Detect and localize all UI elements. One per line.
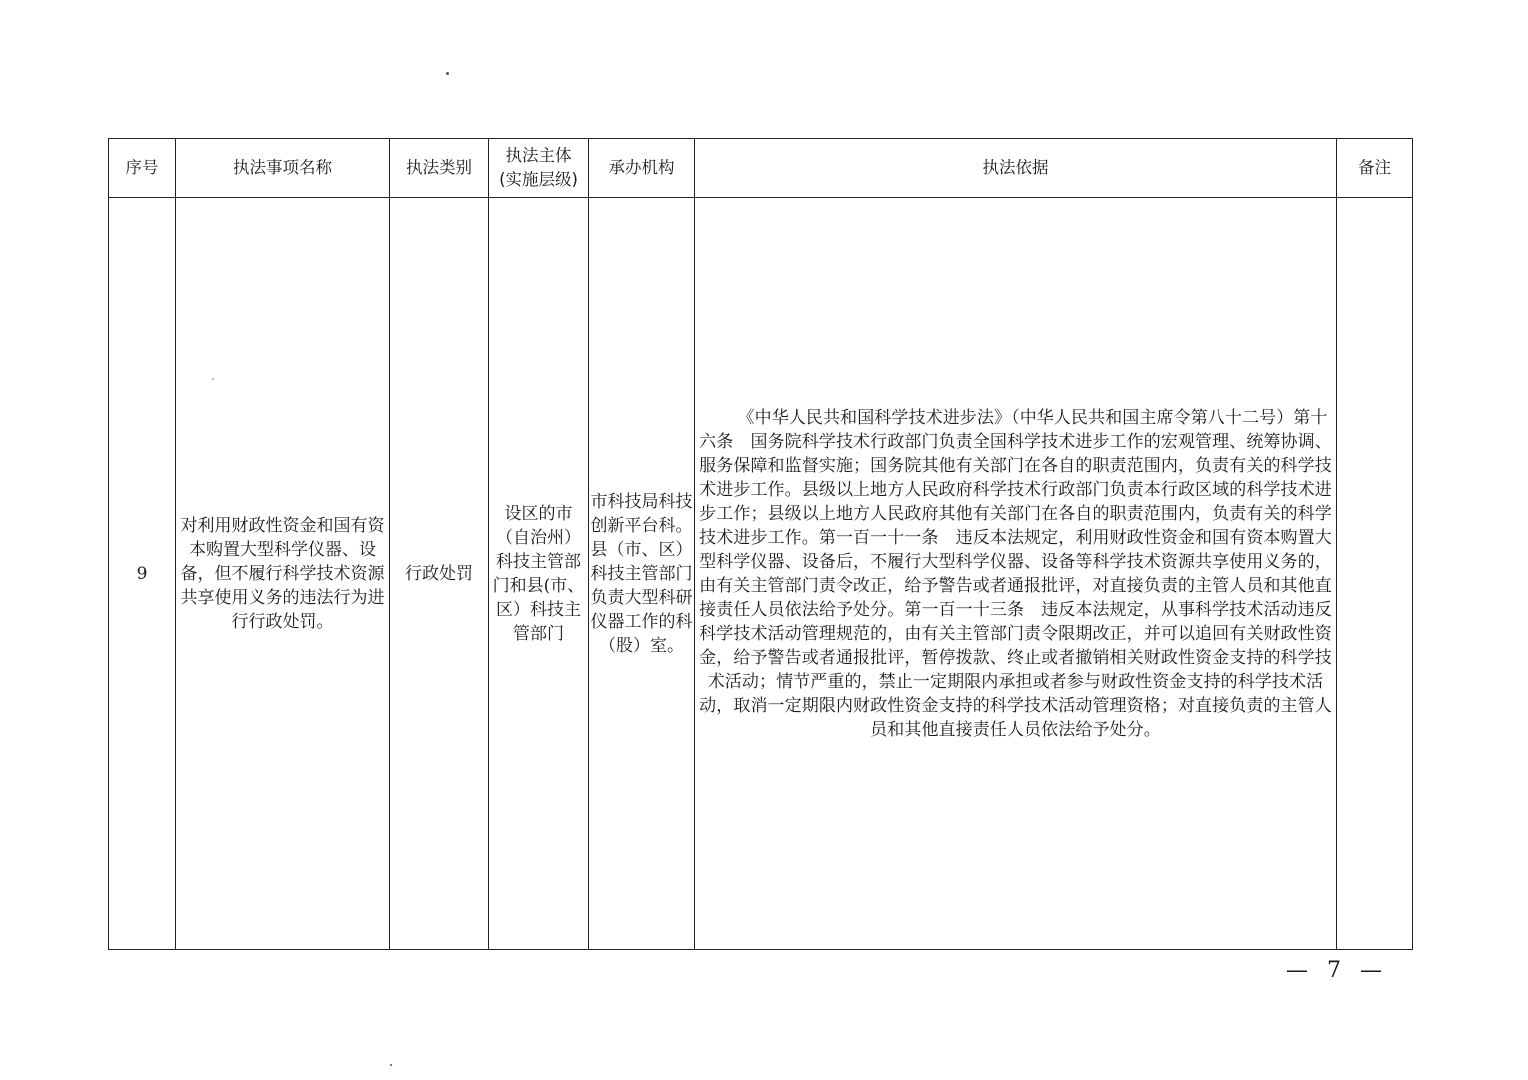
row-basis-text: 《中华人民共和国科学技术进步法》（中华人民共和国主席令第八十二号）第十六条 国务院科学技术行政部门负责全国科学技术进步工作的宏观管理、统筹协调、服务保障和监督实施；国务院其他有关部门在各自的职责范围内，负责有关的科学技术进步工作。县级以上地方人民政府科学技术行政部门负责本行政区域的科学技术进步工作；县级以上地方人民政府其他有关部门在各自的职责范围内，负责有关的科学技术进步工作。第一百一十一条 违反本法规定，利用财政性资金和国有资本购置大型科学仪器、设备后，不履行大型科学仪器、设备等科学技术资源共享使用义务的，由有关主管部门责令改正，给予警告或者通报批评，对直接负责的主管人员和其他直接责任人员依法给予处分。第一百一十三条 违反本法规定，从事科学技术活动违反科学技术活动管理规范的，由有关主管部门责令限期改正，并可以追回有关财政性资金，给予警告或者通报批评，暂停拨款、终止或者撤销相关财政性资金支持的科学技术活动；情节严重的，禁止一定期限内承担或者参与财政性资金支持的科学技术活动，取消一定期限内财政性资金支持的科学技术活动管理资格；对直接负责的主管人员和其他直接责任人员依法给予处分。 — [699, 407, 1332, 740]
header-category: 执法类别 — [390, 139, 489, 198]
table-row — [109, 198, 1413, 950]
enforcement-table — [108, 138, 1413, 950]
header-item-name: 执法事项名称 — [176, 139, 390, 198]
header-seq: 序号 — [109, 139, 176, 198]
row-category: 行政处罚 — [390, 198, 489, 950]
page-number: — 7 — — [1286, 958, 1388, 983]
row-item-name-text: 对利用财政性资金和国有资本购置大型科学仪器、设备，但不履行科学技术资源共享使用义务的违法行为进行行政处罚。 — [180, 515, 385, 632]
scan-speck — [446, 72, 449, 75]
row-remarks — [1337, 198, 1413, 950]
row-agency-text: 市科技局科技创新平台科。县（市、区）科技主管部门负责大型科研仪器工作的科（股）室。 — [590, 491, 693, 656]
header-basis: 执法依据 — [695, 139, 1337, 198]
header-row — [109, 139, 1413, 198]
header-subject-line2: (实施层级) — [499, 170, 578, 189]
row-seq: 9 — [109, 198, 176, 950]
row-subject — [489, 198, 589, 950]
header-remarks: 备注 — [1337, 139, 1413, 198]
row-agency — [589, 198, 695, 950]
scan-speck — [390, 1064, 392, 1066]
row-item-name — [176, 198, 390, 950]
header-agency: 承办机构 — [589, 139, 695, 198]
row-basis — [695, 198, 1337, 950]
row-subject-text: 设区的市（自治州）科技主管部门和县(市、区）科技主管部门 — [492, 503, 585, 644]
header-subject — [489, 139, 589, 198]
header-subject-line1: 执法主体 — [505, 146, 572, 165]
